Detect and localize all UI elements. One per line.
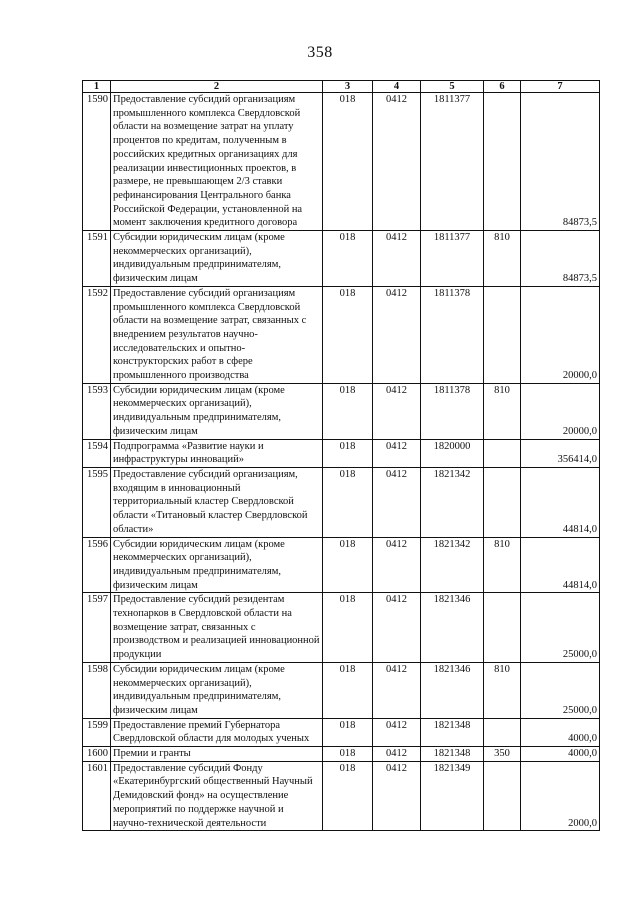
header-col-6: 6 — [484, 81, 521, 93]
row-number: 1593 — [83, 383, 111, 439]
table-row — [83, 747, 600, 762]
row-amount: 84873,5 — [521, 93, 600, 231]
row-col-3: 018 — [323, 662, 373, 718]
page-number: 358 — [307, 44, 333, 61]
row-number: 1598 — [83, 662, 111, 718]
row-description: Премии и гранты — [111, 747, 323, 762]
row-col-3: 018 — [323, 537, 373, 593]
row-description: Субсидии юридическим лицам (кроме некоммерческих организаций), индивидуальным предпринимателям, физическим лицам — [111, 383, 323, 439]
row-col-5: 1811377 — [421, 231, 484, 287]
row-col-5: 1811378 — [421, 383, 484, 439]
row-col-5: 1820000 — [421, 439, 484, 467]
table-row — [83, 439, 600, 467]
row-description: Предоставление субсидий резидентам технопарков в Свердловской области на возмещение затрат, связанных с производством и реализацией инновационной продукции — [111, 593, 323, 663]
row-description: Субсидии юридическим лицам (кроме некоммерческих организаций), индивидуальным предпринимателям, физическим лицам — [111, 231, 323, 287]
header-col-3: 3 — [323, 81, 373, 93]
row-col-5: 1821346 — [421, 593, 484, 663]
header-col-7: 7 — [521, 81, 600, 93]
table-row — [83, 383, 600, 439]
row-col-3: 018 — [323, 286, 373, 383]
row-col-3: 018 — [323, 93, 373, 231]
row-col-4: 0412 — [373, 286, 421, 383]
row-col-4: 0412 — [373, 593, 421, 663]
table-row — [83, 93, 600, 231]
row-description: Предоставление субсидий организациям промышленного комплекса Свердловской области на возмещение затрат на уплату процентов по кредитам, полученным в российских кредитных организациях для реализации инвестиционных проектов, в размере, не превышающем 2/3 ставки рефинансирования Центрального банка Российской Федерации, установленной на момент заключения кредитного договора — [111, 93, 323, 231]
row-number: 1595 — [83, 467, 111, 537]
row-col-4: 0412 — [373, 439, 421, 467]
table-body — [83, 93, 600, 831]
header-col-2: 2 — [111, 81, 323, 93]
row-col-6: 810 — [484, 383, 521, 439]
row-description: Предоставление субсидий Фонду «Екатеринбургский общественный Научный Демидовский фонд» на осуществление мероприятий по поддержке научной и научно-технической деятельности — [111, 761, 323, 831]
row-col-6: 350 — [484, 747, 521, 762]
row-col-3: 018 — [323, 761, 373, 831]
row-col-6 — [484, 286, 521, 383]
row-col-6 — [484, 593, 521, 663]
row-amount: 356414,0 — [521, 439, 600, 467]
table-row — [83, 662, 600, 718]
row-amount: 25000,0 — [521, 593, 600, 663]
row-amount: 25000,0 — [521, 662, 600, 718]
row-description: Предоставление субсидий организациям промышленного комплекса Свердловской области на возмещение затрат, связанных с внедрением результатов научно-исследовательских и опытно-конструкторских работ в сфере промышленного производства — [111, 286, 323, 383]
row-col-6: 810 — [484, 662, 521, 718]
row-amount: 20000,0 — [521, 383, 600, 439]
row-col-3: 018 — [323, 231, 373, 287]
row-number: 1592 — [83, 286, 111, 383]
row-col-6 — [484, 93, 521, 231]
row-col-4: 0412 — [373, 383, 421, 439]
row-col-4: 0412 — [373, 761, 421, 831]
row-amount: 44814,0 — [521, 467, 600, 537]
row-col-6 — [484, 439, 521, 467]
row-description: Предоставление премий Губернатора Свердловской области для молодых ученых — [111, 718, 323, 746]
header-col-1: 1 — [83, 81, 111, 93]
row-amount: 4000,0 — [521, 747, 600, 762]
table-row — [83, 537, 600, 593]
row-col-6 — [484, 467, 521, 537]
row-col-3: 018 — [323, 747, 373, 762]
header-col-4: 4 — [373, 81, 421, 93]
row-amount: 44814,0 — [521, 537, 600, 593]
row-col-4: 0412 — [373, 93, 421, 231]
row-col-3: 018 — [323, 718, 373, 746]
row-number: 1590 — [83, 93, 111, 231]
row-number: 1600 — [83, 747, 111, 762]
row-col-4: 0412 — [373, 747, 421, 762]
table-row — [83, 761, 600, 831]
row-number: 1599 — [83, 718, 111, 746]
row-col-4: 0412 — [373, 537, 421, 593]
row-amount: 2000,0 — [521, 761, 600, 831]
row-amount: 20000,0 — [521, 286, 600, 383]
row-col-6 — [484, 761, 521, 831]
table-row — [83, 231, 600, 287]
row-col-4: 0412 — [373, 662, 421, 718]
row-col-5: 1821346 — [421, 662, 484, 718]
row-col-6: 810 — [484, 231, 521, 287]
row-col-6: 810 — [484, 537, 521, 593]
row-number: 1601 — [83, 761, 111, 831]
row-col-4: 0412 — [373, 467, 421, 537]
row-description: Субсидии юридическим лицам (кроме некоммерческих организаций), индивидуальным предпринимателям, физическим лицам — [111, 662, 323, 718]
row-number: 1597 — [83, 593, 111, 663]
row-col-3: 018 — [323, 439, 373, 467]
row-col-5: 1821348 — [421, 718, 484, 746]
row-col-3: 018 — [323, 467, 373, 537]
row-amount: 84873,5 — [521, 231, 600, 287]
row-col-5: 1821349 — [421, 761, 484, 831]
row-col-4: 0412 — [373, 231, 421, 287]
table-row — [83, 718, 600, 746]
row-col-5: 1811377 — [421, 93, 484, 231]
row-col-5: 1821342 — [421, 467, 484, 537]
row-amount: 4000,0 — [521, 718, 600, 746]
row-col-3: 018 — [323, 383, 373, 439]
row-col-6 — [484, 718, 521, 746]
table-row — [83, 467, 600, 537]
table-row — [83, 593, 600, 663]
row-number: 1594 — [83, 439, 111, 467]
row-description: Субсидии юридическим лицам (кроме некоммерческих организаций), индивидуальным предпринимателям, физическим лицам — [111, 537, 323, 593]
header-row — [83, 81, 600, 93]
row-col-3: 018 — [323, 593, 373, 663]
row-col-5: 1811378 — [421, 286, 484, 383]
header-col-5: 5 — [421, 81, 484, 93]
row-col-5: 1821342 — [421, 537, 484, 593]
row-description: Предоставление субсидий организациям, входящим в инновационный территориальный кластер Свердловской области «Титановый кластер Свердловской области» — [111, 467, 323, 537]
budget-table — [82, 80, 600, 831]
row-number: 1596 — [83, 537, 111, 593]
table-header — [83, 81, 600, 93]
table-row — [83, 286, 600, 383]
row-description: Подпрограмма «Развитие науки и инфраструктуры инноваций» — [111, 439, 323, 467]
row-col-5: 1821348 — [421, 747, 484, 762]
row-number: 1591 — [83, 231, 111, 287]
row-col-4: 0412 — [373, 718, 421, 746]
